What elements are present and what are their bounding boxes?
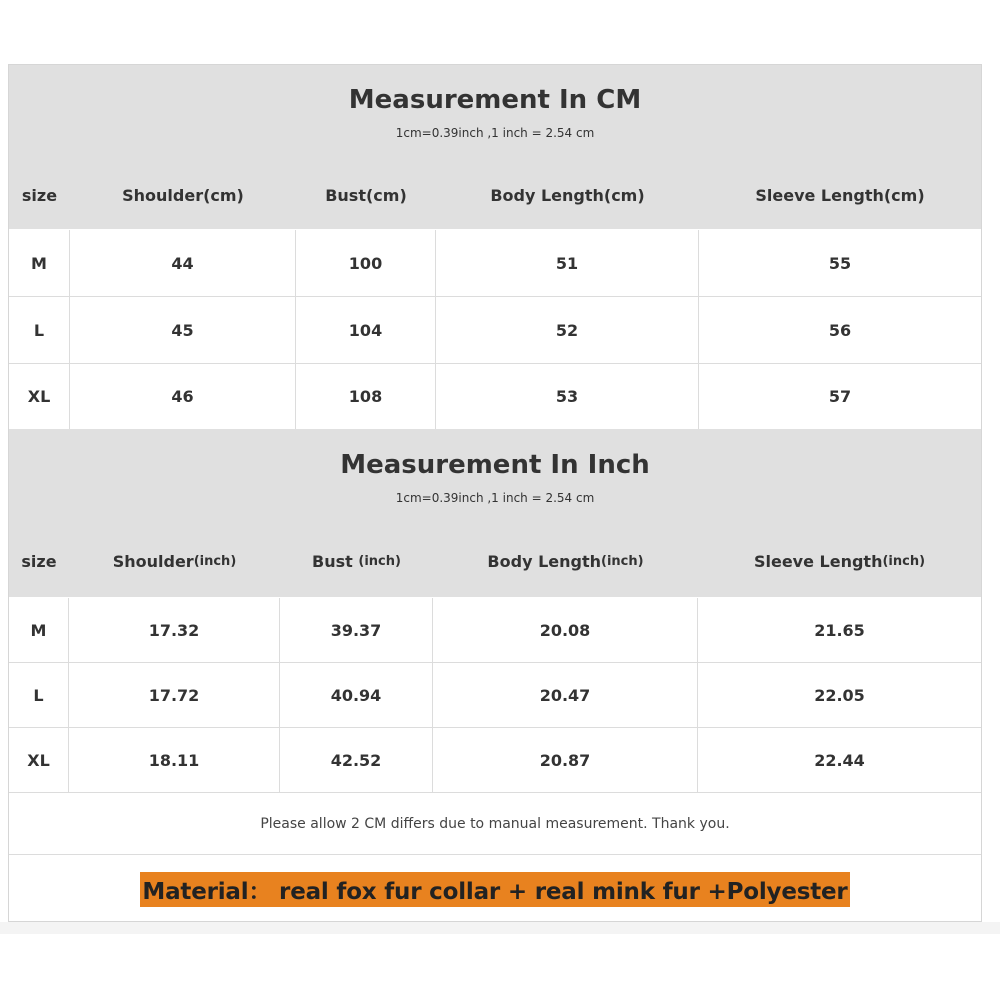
body-length-cell: 20.47 [433,663,698,727]
inch-section-header [9,429,981,597]
cm-header-body-length: Body Length(cm) [490,185,645,205]
cm-section-header [9,65,981,229]
header-main: Bust [312,551,359,571]
bust-cell: 42.52 [280,728,433,792]
inch-header-sleeve-length [698,543,981,579]
bust-cell: 100 [296,230,436,296]
cm-header-shoulder: Shoulder(cm) [122,185,244,205]
body-length-cell: 20.08 [433,598,698,662]
shoulder-cell: 18.11 [69,728,280,792]
sleeve-length-cell: 22.44 [814,750,865,770]
table-row [9,598,981,663]
shoulder-cell: 46 [70,364,296,429]
size-cell: XL [9,364,70,429]
cm-section-subtitle: 1cm=0.39inch ,1 inch = 2.54 cm [395,126,595,140]
table-row [9,230,981,297]
body-length-cell: 51 [436,230,699,296]
header-unit: (inch) [193,553,237,569]
material-label: Material： real fox fur collar + real mink fur +Polyester [140,872,849,907]
cm-header-sleeve-length: Sleeve Length(cm) [755,185,925,205]
header-main: Body Length [487,551,601,571]
table-row [9,364,981,429]
sleeve-length-cell: 56 [828,320,852,340]
cm-header-size: size [21,185,58,205]
inch-header-body-length [433,543,698,579]
material-row [9,857,981,921]
size-cell: L [9,297,70,363]
size-cell: M [9,230,70,296]
table-row [9,297,981,364]
header-unit: (inch) [601,553,644,569]
size-chart [8,64,982,922]
body-length-cell: 52 [436,297,699,363]
size-cell: M [9,598,69,662]
header-main: Sleeve Length [753,551,883,571]
cm-header-bust: Bust(cm) [325,185,407,205]
bust-cell: 108 [296,364,436,429]
shoulder-cell: 17.32 [69,598,280,662]
header-unit: (inch) [358,553,401,569]
inch-section-title: Measurement In Inch [340,450,650,480]
inch-header-bust [280,543,433,579]
bottom-divider [0,922,1000,934]
size-cell: XL [9,728,69,792]
inch-header-size [9,543,69,579]
inch-header-shoulder [69,543,280,579]
cm-header-row [9,177,981,213]
bust-cell: 39.37 [280,598,433,662]
body-length-cell: 53 [436,364,699,429]
header-main: Shoulder [112,551,194,571]
header-main: size [21,551,57,571]
bust-cell: 40.94 [280,663,433,727]
sleeve-length-cell: 21.65 [814,620,865,640]
table-row [9,663,981,728]
body-length-cell: 20.87 [433,728,698,792]
sleeve-length-cell: 22.05 [814,685,865,705]
sleeve-length-cell: 57 [828,387,852,406]
header-unit: (inch) [882,553,926,569]
sleeve-length-cell: 55 [828,253,852,273]
table-row [9,728,981,793]
cm-section-title: Measurement In CM [348,85,642,115]
measurement-note: Please allow 2 CM differs due to manual measurement. Thank you. [9,793,981,855]
inch-header-row [9,543,981,579]
shoulder-cell: 44 [70,230,296,296]
size-cell: L [9,663,69,727]
inch-section-subtitle: 1cm=0.39inch ,1 inch = 2.54 cm [395,491,595,505]
bust-cell: 104 [296,297,436,363]
shoulder-cell: 45 [70,297,296,363]
shoulder-cell: 17.72 [69,663,280,727]
